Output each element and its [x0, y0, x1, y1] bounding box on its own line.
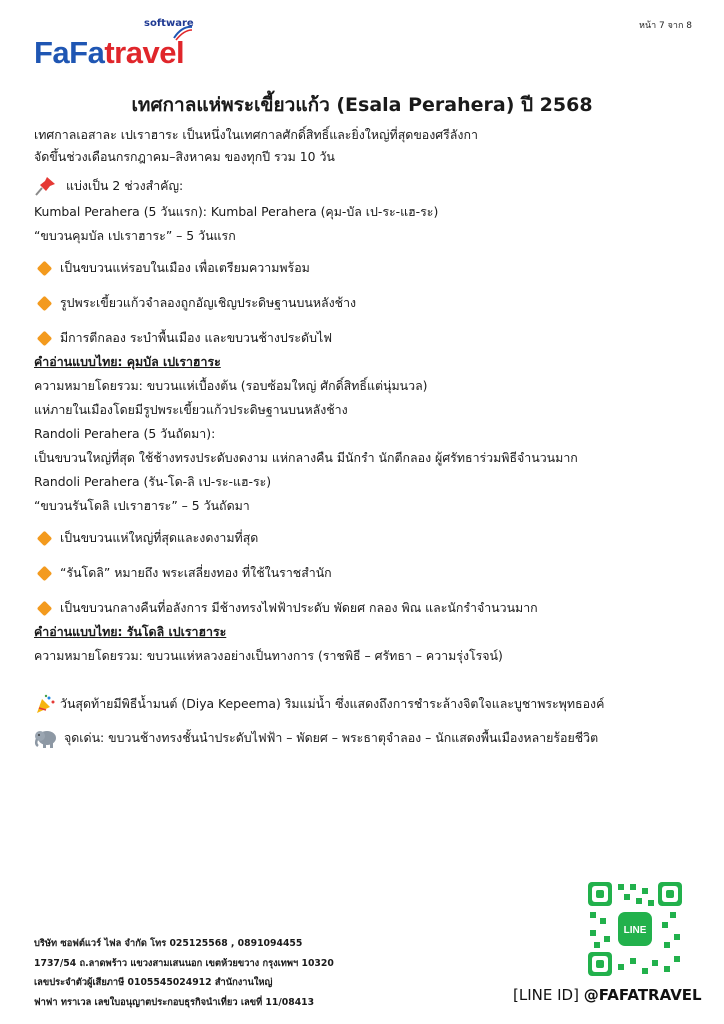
randoli-thai-label: คำอ่านแบบไทย: รันโดลิ เปเราฮาระ — [34, 624, 227, 639]
randoli-subtitle: “ขบวนรันโดลิ เปเราฮาระ” – 5 วันถัดมา — [34, 498, 250, 513]
footer-line: บริษัท ซอฟต์แวร์ ไฟล จำกัด โทร 025125568 , 0891094455 — [34, 938, 303, 949]
kumbal-meaning: ความหมายโดยรวม: ขบวนแห่เบื้องต้น (รอบซ้อมใหญ่ ศักดิ์สิทธิ์แต่นุ่มนวล) — [34, 378, 428, 393]
line-qr-code — [586, 880, 684, 978]
randoli-pronounce: Randoli Perahera (รัน-โด-ลิ เป-ระ-แฮ-ระ) — [34, 474, 272, 489]
line-id: [LINE ID] @FAFATRAVEL — [513, 986, 702, 1004]
elephant-icon — [34, 727, 60, 749]
orange-diamond-icon — [37, 600, 53, 616]
intro-line: เทศกาลเอสาละ เปเราฮาระ เป็นหนึ่งในเทศกาลศักดิ์สิทธิ์และยิ่งใหญ่ที่สุดของศรีลังกา — [34, 127, 478, 142]
logo-software-text: software — [144, 18, 194, 29]
intro-line: จัดขึ้นช่วงเดือนกรกฎาคม–สิงหาคม ของทุกปี รวม 10 วัน — [34, 149, 335, 164]
highlight-text: จุดเด่น: ขบวนช้างทรงชั้นนำประดับไฟฟ้า – พัดยศ – พระธาตุจำลอง – นักแสดงพื้นเมืองหลายร้อยชีวิต — [64, 730, 599, 745]
party-popper-icon — [34, 693, 56, 715]
company-footer — [34, 934, 334, 1012]
list-item: รูปพระเขี้ยวแก้วจำลองถูกอัญเชิญประดิษฐานบนหลังช้าง — [34, 294, 694, 312]
orange-diamond-icon — [37, 565, 53, 581]
orange-diamond-icon — [37, 260, 53, 276]
orange-diamond-icon — [37, 295, 53, 311]
randoli-description: เป็นขบวนใหญ่ที่สุด ใช้ช้างทรงประดับงดงาม แห่กลางคืน มีนักรำ นักตีกลอง ผู้ศรัทธาร่วมพิธีจำนวนมาก — [34, 450, 578, 465]
orange-diamond-icon — [37, 530, 53, 546]
page-number: หน้า 7 จาก 8 — [639, 21, 692, 31]
kumbal-thai-label: คำอ่านแบบไทย: คุมบัล เปเราฮาระ — [34, 354, 221, 369]
final-day-text: วันสุดท้ายมีพิธีน้ำมนต์ (Diya Kepeema) ริมแม่น้ำ ซึ่งแสดงถึงการชำระล้างจิตใจและบูชาพระพุทธองค์ — [60, 696, 605, 711]
list-item: เป็นขบวนแห่รอบในเมือง เพื่อเตรียมความพร้อม — [34, 259, 694, 277]
list-item: เป็นขบวนแห่ใหญ่ที่สุดและงดงามที่สุด — [34, 529, 694, 547]
logo-brand: FaFatravel — [34, 35, 185, 70]
qr-line-label: LINE — [623, 925, 647, 936]
randoli-heading: Randoli Perahera (5 วันถัดมา): — [34, 426, 216, 441]
main-content — [34, 126, 694, 749]
randoli-meaning: ความหมายโดยรวม: ขบวนแห่หลวงอย่างเป็นทางการ (ราชพิธี – ศรัทธา – ความรุ่งโรจน์) — [34, 648, 503, 663]
orange-diamond-icon — [37, 330, 53, 346]
footer-line: เลขประจำตัวผู้เสียภาษี 0105545024912 สำนักงานใหญ่ — [34, 977, 273, 988]
list-item: เป็นขบวนกลางคืนที่อลังการ มีช้างทรงไฟฟ้าประดับ พัดยศ กลอง พิณ และนักรำจำนวนมาก — [34, 599, 694, 617]
footer-line: ฟาฟา ทราเวล เลขใบอนุญาตประกอบธุรกิจนำเที่ยว เลขที่ 11/08413 — [34, 996, 315, 1008]
list-item: มีการตีกลอง ระบำพื้นเมือง และขบวนช้างประดับไฟ — [34, 329, 694, 347]
kumbal-subtitle: “ขบวนคุมบัล เปเราฮาระ” – 5 วันแรก — [34, 228, 236, 243]
page-title: เทศกาลแห่พระเขี้ยวแก้ว (Esala Perahera) ปี 2568 — [131, 94, 593, 116]
sections-label: แบ่งเป็น 2 ช่วงสำคัญ: — [66, 178, 184, 193]
pushpin-icon — [34, 175, 58, 197]
list-item: “รันโดลิ” หมายถึง พระเสลี่ยงทอง ที่ใช้ในราชสำนัก — [34, 564, 694, 582]
company-logo — [34, 16, 194, 72]
kumbal-heading: Kumbal Perahera (5 วันแรก): Kumbal Perahera (คุม-บัล เป-ระ-แฮ-ระ) — [34, 204, 439, 219]
kumbal-meaning: แห่ภายในเมืองโดยมีรูปพระเขี้ยวแก้วประดิษฐานบนหลังช้าง — [34, 402, 348, 417]
footer-line: 1737/54 ถ.ลาดพร้าว แขวงสามเสนนอก เขตห้วยขวาง กรุงเทพฯ 10320 — [34, 957, 334, 969]
